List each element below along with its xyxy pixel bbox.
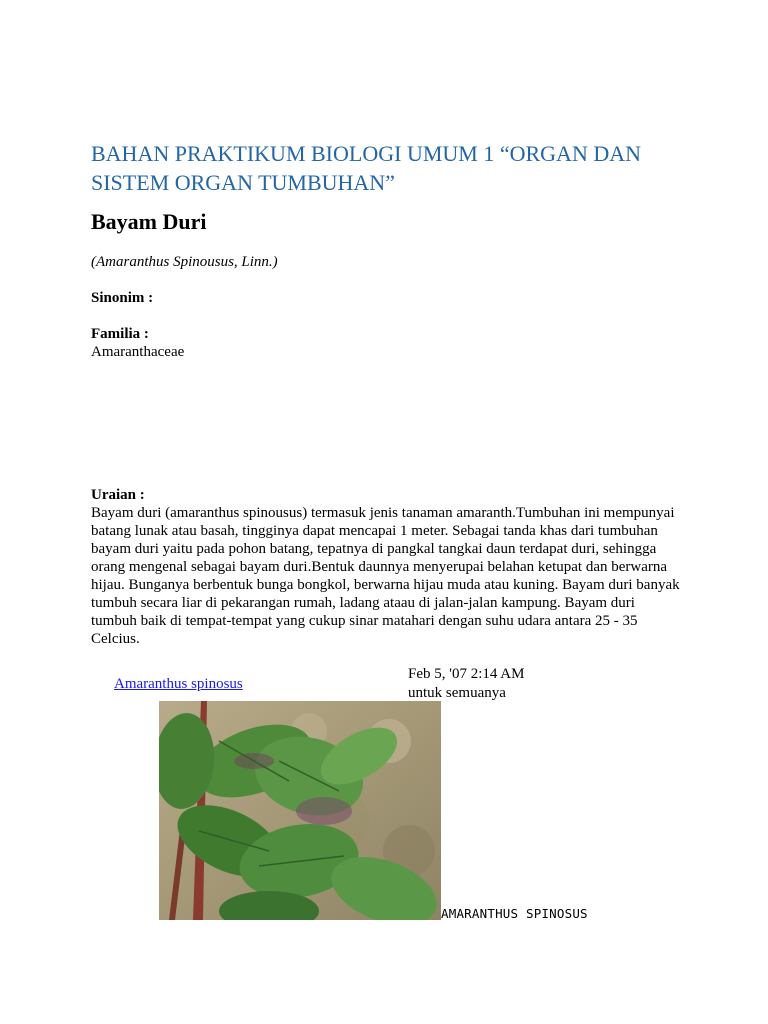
document-title: BAHAN PRAKTIKUM BIOLOGI UMUM 1 “ORGAN DAN SISTEM ORGAN TUMBUHAN” — [91, 141, 641, 195]
photo-audience: untuk semuanya — [408, 685, 506, 701]
scientific-name: (Amaranthus Spinousus, Linn.) — [91, 254, 278, 270]
familia-value: Amaranthaceae — [91, 344, 185, 360]
sinonim-label: Sinonim : — [91, 290, 154, 306]
plant-photo — [159, 701, 441, 920]
uraian-label: Uraian : — [91, 487, 145, 503]
photo-meta — [408, 665, 524, 703]
uraian-text: Bayam duri (amaranthus spinousus) termasuk jenis tanaman amaranth.Tumbuhan ini mempunyai batang lunak atau basah, tingginya dapat mencapai 1 meter. Sebagai tanda khas dari tumbuhan bayam duri yaitu pada pohon batang, tepatnya di pangkal tangkai daun terdapat duri, sehingga orang mengenal sebagai bayam duri.Bentuk daunnya menyerupai belahan ketupat dan berwarna hijau. Bunganya berbentuk bunga bongkol, berwarna hijau muda atau kuning. Bayam duri banyak tumbuh secara liar di pekarangan rumah, ladang ataau di jalan-jalan kampung. Bayam duri tumbuh baik di tempat-tempat yang cukup sinar matahari dengan suhu udara antara 25 - 35 Celcius. — [91, 505, 680, 647]
photo-link[interactable]: Amaranthus spinosus — [114, 676, 243, 692]
photo-date: Feb 5, '07 2:14 AM — [408, 666, 525, 682]
plant-name-heading: Bayam Duri — [91, 209, 207, 234]
familia-label: Familia : — [91, 326, 149, 342]
photo-caption: AMARANTHUS SPINOSUS — [441, 906, 588, 921]
